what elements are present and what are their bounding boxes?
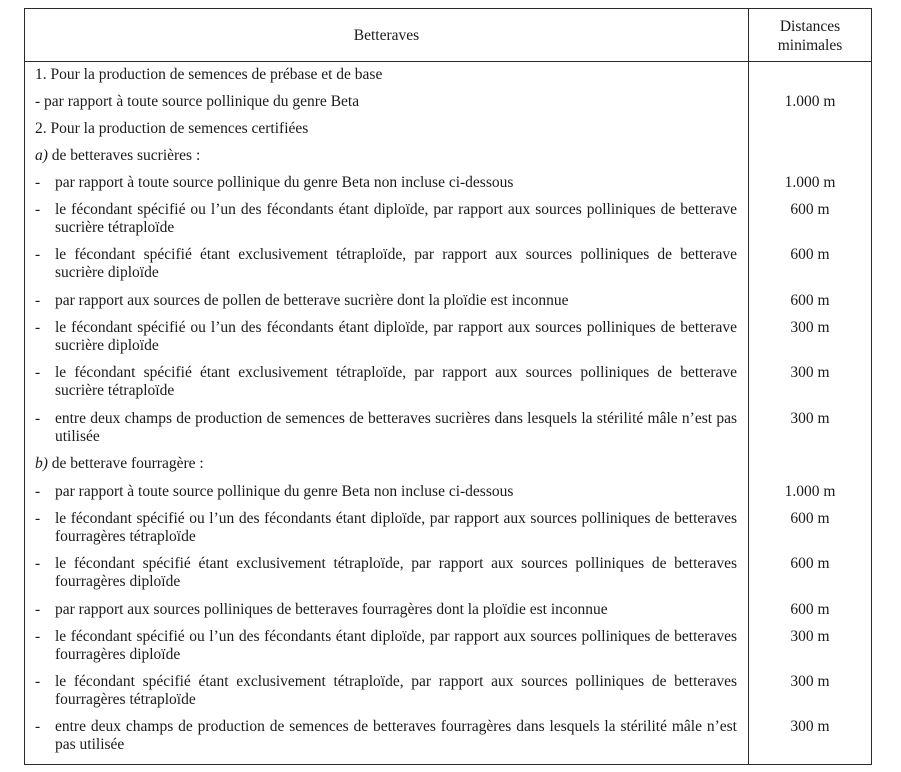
bullet-dash: -: [35, 174, 41, 191]
header-divider: [24, 61, 872, 62]
distance-value: 600 m: [790, 201, 830, 218]
row-text: par rapport à toute source pollinique du genre Beta non incluse ci-dessous: [55, 483, 514, 500]
bullet-dash: -: [35, 601, 41, 618]
row-text: le fécondant spécifié ou l’un des fécondants étant diploïde, par rapport aux sources polliniques de betterave sucrière tétraploïde: [55, 201, 737, 236]
row-text: le fécondant spécifié ou l’un des fécondants étant diploïde, par rapport aux sources polliniques de betterave sucrière diploïde: [55, 319, 737, 354]
bullet-dash: -: [35, 364, 41, 381]
distance-value: 1.000 m: [784, 93, 836, 110]
row-text: entre deux champs de production de semences de betteraves fourragères dans lesquels la stérilité mâle n’est pas utilisée: [55, 718, 737, 753]
row-description: [35, 201, 737, 237]
row-text: le fécondant spécifié ou l’un des fécondants étant diploïde, par rapport aux sources polliniques de betteraves fourragères tétraploïde: [55, 510, 737, 545]
row-description: [35, 147, 737, 165]
distances-table: [24, 8, 872, 765]
header-distances-minimales: [749, 17, 871, 55]
distance-value: 600 m: [790, 601, 830, 618]
table-border-bottom: [24, 764, 872, 765]
row-description: [35, 120, 737, 138]
row-description: [35, 673, 737, 709]
distance-value: 600 m: [790, 292, 830, 309]
row-text: - par rapport à toute source pollinique du genre Beta: [35, 93, 360, 110]
row-text: entre deux champs de production de semences de betteraves sucrières dans lesquels la stérilité mâle n’est pas utilisée: [55, 410, 737, 445]
row-description: [35, 66, 737, 84]
section-label: a): [35, 147, 48, 164]
distance-value: 300 m: [790, 628, 830, 645]
section-title: de betteraves sucrières :: [51, 147, 201, 164]
distance-value: 600 m: [790, 555, 830, 572]
row-text: le fécondant spécifié étant exclusivement tétraploïde, par rapport aux sources polliniques de betterave sucrière tétraploïde: [55, 364, 737, 399]
row-description: [35, 319, 737, 355]
row-description: [35, 718, 737, 754]
row-description: [35, 628, 737, 664]
row-text: par rapport aux sources de pollen de betterave sucrière dont la ploïdie est inconnue: [55, 292, 569, 309]
distance-value: 600 m: [790, 246, 830, 263]
bullet-dash: -: [35, 673, 41, 690]
distance-value: 300 m: [790, 673, 830, 690]
row-text: par rapport à toute source pollinique du genre Beta non incluse ci-dessous: [55, 174, 514, 191]
bullet-dash: -: [35, 510, 41, 527]
bullet-dash: -: [35, 483, 41, 500]
row-description: [35, 601, 737, 619]
row-description: [35, 364, 737, 400]
distance-value: 1.000 m: [784, 483, 836, 500]
section-title: de betterave fourragère :: [51, 455, 204, 472]
table-border-right: [871, 8, 872, 765]
row-description: [35, 410, 737, 446]
row-description: [35, 555, 737, 591]
distance-value: 300 m: [790, 410, 830, 427]
row-description: [35, 292, 737, 310]
distance-value: 600 m: [790, 510, 830, 527]
distance-value: 300 m: [790, 364, 830, 381]
header-distances-line2: minimales: [777, 37, 843, 54]
bullet-dash: -: [35, 292, 41, 309]
row-text: le fécondant spécifié ou l’un des fécondants étant diploïde, par rapport aux sources polliniques de betteraves fourragères diploïde: [55, 628, 737, 663]
row-description: [35, 246, 737, 282]
bullet-dash: -: [35, 718, 41, 735]
section-label: b): [35, 455, 48, 472]
distance-value: 300 m: [790, 718, 830, 735]
bullet-dash: -: [35, 628, 41, 645]
row-text: 2. Pour la production de semences certifiées: [35, 120, 309, 137]
bullet-dash: -: [35, 319, 41, 336]
header-distances-line1: Distances: [779, 18, 841, 35]
row-text: le fécondant spécifié étant exclusivement tétraploïde, par rapport aux sources polliniques de betteraves fourragères diploïde: [55, 555, 737, 590]
table-border-top: [24, 8, 872, 9]
distance-value: 300 m: [790, 319, 830, 336]
row-text: par rapport aux sources polliniques de betteraves fourragères dont la ploïdie est inconnue: [55, 601, 608, 618]
column-divider: [748, 8, 749, 765]
row-text: le fécondant spécifié étant exclusivement tétraploïde, par rapport aux sources polliniques de betterave sucrière diploïde: [55, 246, 737, 281]
row-description: [35, 93, 737, 111]
row-text: le fécondant spécifié étant exclusivement tétraploïde, par rapport aux sources polliniques de betteraves fourragères tétraploïde: [55, 673, 737, 708]
bullet-dash: -: [35, 246, 41, 263]
row-description: [35, 174, 737, 192]
header-betteraves: Betteraves: [353, 27, 420, 44]
table-border-left: [24, 8, 25, 765]
row-text: 1. Pour la production de semences de prébase et de base: [35, 66, 383, 83]
bullet-dash: -: [35, 410, 41, 427]
row-description: [35, 455, 737, 473]
bullet-dash: -: [35, 201, 41, 218]
distance-value: 1.000 m: [784, 174, 836, 191]
row-description: [35, 510, 737, 546]
row-description: [35, 483, 737, 501]
bullet-dash: -: [35, 555, 41, 572]
